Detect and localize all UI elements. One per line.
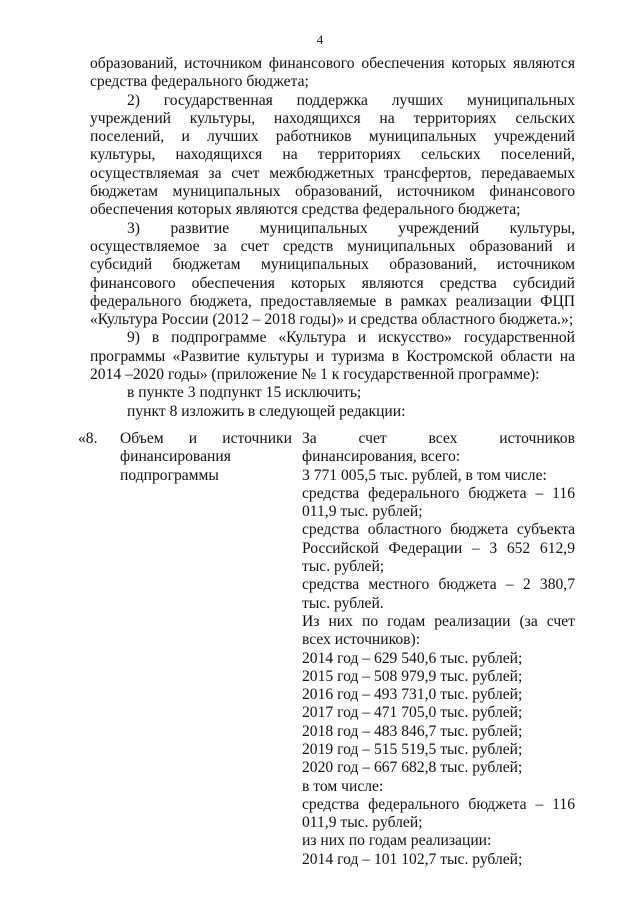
left-cell-rest: финансирования подпрограммы [120, 448, 231, 484]
year-line: 2015 год – 508 979,9 тыс. рублей; [302, 667, 523, 685]
document-body [78, 55, 575, 868]
left-word: и [188, 429, 198, 447]
year-line: 2019 год – 515 519,5 тыс. рублей; [302, 740, 523, 758]
year-line: 2016 год – 493 731,0 тыс. рублей; [302, 686, 523, 704]
year-line: 2020 год – 667 682,8 тыс. рублей; [302, 759, 523, 777]
right-word: счет [358, 429, 387, 447]
paragraph-new-edition: пункт 8 изложить в следующей редакции: [127, 402, 406, 420]
table-right-cell [302, 430, 575, 869]
funding-line: 3 771 005,5 тыс. рублей, в том числе: [302, 466, 547, 484]
page-number: 4 [316, 32, 324, 47]
year-line: 2014 год – 101 102,7 тыс. рублей; [302, 850, 523, 868]
right-word: всех [428, 429, 458, 447]
financing-table [78, 429, 575, 868]
paragraph-exclude: в пункте 3 подпункт 15 исключить; [127, 384, 362, 402]
left-cell-first-line [120, 430, 292, 448]
year-line: 2014 год – 629 540,6 тыс. рублей; [302, 649, 523, 667]
funding-line: из них по годам реализации: [302, 832, 492, 850]
right-word: источников [499, 429, 575, 447]
funding-line: средства местного бюджета – 2 380,7 тыс. рублей. [302, 576, 575, 612]
left-word: Объем [120, 429, 164, 447]
funding-line: средства областного бюджета субъекта Российской Федерации – 3 652 612,9 тыс. рублей; [302, 521, 575, 576]
table-left-cell [120, 430, 292, 485]
right-word: За [302, 429, 317, 447]
funding-line: финансирования, всего: [302, 448, 461, 466]
year-line: 2017 год – 471 705,0 тыс. рублей; [302, 704, 523, 722]
funding-line: средства федерального бюджета – 116 011,9 тыс. рублей; [302, 795, 575, 832]
paragraph-continuation: образований, источником финансового обеспечения которых являются средства федерального бюджета; [90, 55, 575, 91]
paragraph-item-2: 2) государственная поддержка лучших муниципальных учреждений культуры, находящихся на территориях сельских поселений, и лучших работников муниципальных учреждений культуры, находящихся на территориях сельских поселений, осуществляемая за счет межбюджетных трансфертов, передаваемых бюджетам муниципальных образований, источником финансового обеспечения которых являются средства федерального бюджета; [90, 91, 575, 219]
funding-line: в том числе: [302, 777, 384, 795]
left-word: источники [222, 429, 292, 447]
paragraph-item-9: 9) в подпрограмме «Культура и искусство» государственной программы «Развитие культуры и туризма в Костромской области на 2014 –2020 годы» (приложение № 1 к государственной программе): [90, 329, 575, 384]
right-cell-first-line [302, 430, 575, 448]
funding-line: Из них по годам реализации (за счет всех источников): [302, 612, 575, 649]
funding-line: средства федерального бюджета – 116 011,9 тыс. рублей; [302, 484, 575, 521]
paragraph-item-3: 3) развитие муниципальных учреждений культуры, осуществляемое за счет средств муниципальных образований и субсидий бюджетам муниципальных образований, источником финансового обеспечения которых являются средства субсидий федерального бюджета, предоставляемые в рамках реализации ФЦП «Культура России (2012 – 2018 годы)» и средства областного бюджета.»; [90, 219, 575, 329]
table-row-marker: «8. [78, 429, 98, 447]
year-line: 2018 год – 483 846,7 тыс. рублей; [302, 722, 523, 740]
